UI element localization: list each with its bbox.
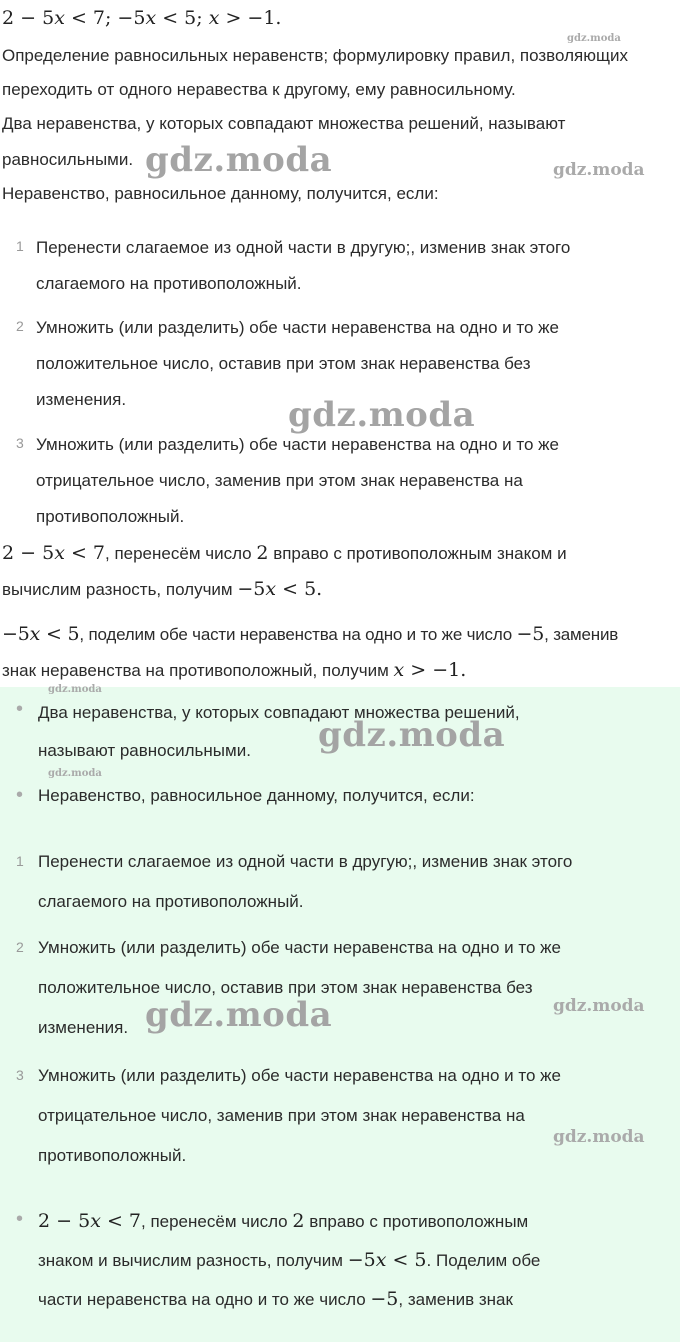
inequality-line: 2 − 5x < 7; −5x < 5; x > −1. xyxy=(2,7,282,29)
watermark: gdz.moda xyxy=(48,768,102,779)
list-item-text: отрицательное число, заменив при этом знак неравенства на xyxy=(38,1106,525,1125)
watermark: gdz.moda xyxy=(48,684,102,695)
list-item-text: Перенести слагаемое из одной части в другую;, изменив знак этого xyxy=(36,238,571,257)
watermark: gdz.moda xyxy=(288,395,476,435)
definition-heading: переходить от одного неравества к другому, ему равносильному. xyxy=(2,80,516,99)
list-number: 3 xyxy=(16,1067,24,1083)
watermark: gdz.moda xyxy=(553,1127,645,1147)
watermark: gdz.moda xyxy=(145,995,333,1035)
bullet-text: называют равносильными. xyxy=(38,741,251,760)
definition-heading: Определение равносильных неравенств; формулировку правил, позволяющих xyxy=(2,46,628,65)
list-item-text: положительное число, оставив при этом знак неравенства без xyxy=(38,978,533,997)
solution-step: вычислим разность, получим −5x < 5. xyxy=(2,578,323,600)
list-item-text: Умножить (или разделить) обе части неравенства на одно и то же xyxy=(38,938,561,957)
solution-step: знак неравенства на противоположный, получим x > −1. xyxy=(2,659,467,681)
list-item-text: отрицательное число, заменив при этом знак неравенства на xyxy=(36,471,523,490)
list-item-text: противоположный. xyxy=(36,507,185,526)
list-item-text: слагаемого на противоположный. xyxy=(38,892,304,911)
list-item-text: Перенести слагаемое из одной части в другую;, изменив знак этого xyxy=(38,852,573,871)
watermark: gdz.moda xyxy=(553,996,645,1016)
watermark: gdz.moda xyxy=(145,140,333,180)
list-number: 2 xyxy=(16,939,24,955)
solution-step: −5x < 5, поделим обе части неравенства на одно и то же число −5, заменив xyxy=(2,623,619,645)
watermark: gdz.moda xyxy=(567,33,621,44)
bullet-text: знаком и вычислим разность, получим −5x < 5. Поделим обе xyxy=(38,1249,541,1271)
definition-text: Два неравенства, у которых совпадают множества решений, называют xyxy=(2,114,566,133)
bullet-text: Два неравенства, у которых совпадают множества решений, xyxy=(38,703,520,722)
bullet-text: 2 − 5x < 7, перенесём число 2 вправо с противоположным xyxy=(38,1210,529,1232)
list-item-text: Умножить (или разделить) обе части неравенства на одно и то же xyxy=(36,435,559,454)
watermark: gdz.moda xyxy=(318,715,506,755)
list-item-text: Умножить (или разделить) обе части неравенства на одно и то же xyxy=(36,318,559,337)
list-number: 2 xyxy=(16,318,24,334)
bullet-text: Неравенство, равносильное данному, получится, если: xyxy=(38,786,475,805)
list-item-text: слагаемого на противоположный. xyxy=(36,274,302,293)
list-item-text: Умножить (или разделить) обе части неравенства на одно и то же xyxy=(38,1066,561,1085)
bullet-text: части неравенства на одно и то же число −5, заменив знак xyxy=(38,1288,513,1310)
rule-intro: Неравенство, равносильное данному, получится, если: xyxy=(2,184,439,203)
solution-step: 2 − 5x < 7, перенесём число 2 вправо с противоположным знаком и xyxy=(2,542,567,564)
list-item-text: изменения. xyxy=(38,1018,129,1037)
list-item-text: положительное число, оставив при этом знак неравенства без xyxy=(36,354,531,373)
list-item-text: противоположный. xyxy=(38,1146,187,1165)
watermark: gdz.moda xyxy=(553,160,645,180)
definition-text: равносильными. xyxy=(2,150,134,169)
list-number: 1 xyxy=(16,238,24,254)
list-number: 3 xyxy=(16,435,24,451)
list-number: 1 xyxy=(16,853,24,869)
list-item-text: изменения. xyxy=(36,390,127,409)
